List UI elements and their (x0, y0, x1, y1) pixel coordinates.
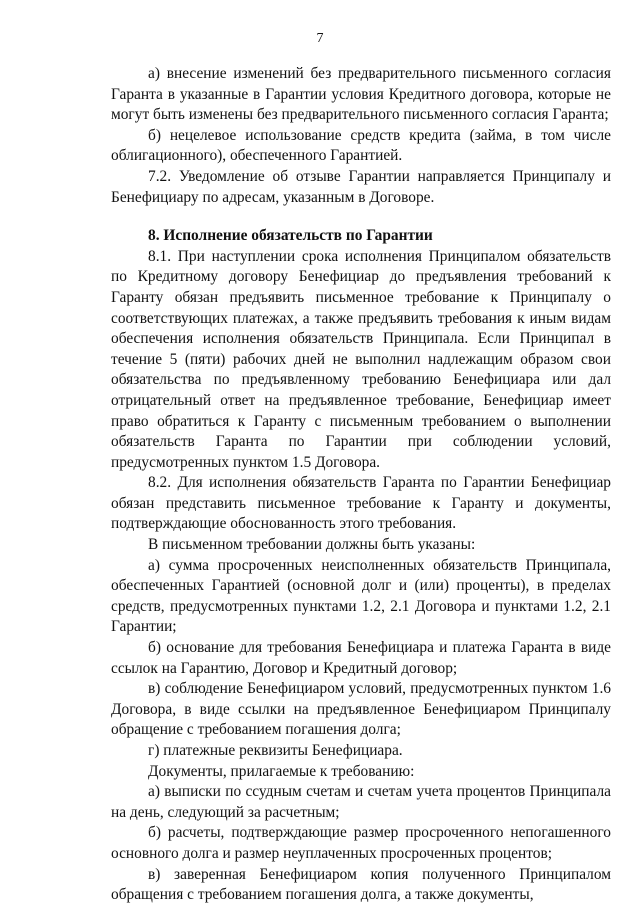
paragraph: б) расчеты, подтверждающие размер просроченного непогашенного основного долга и размер неуплаченных просроченных процентов; (111, 824, 611, 862)
paragraph: а) внесение изменений без предварительного письменного согласия Гаранта в указанные в Гарантии условия Кредитного договора, которые не могут быть изменены без предварительного письменного согласия Гаранта; (111, 65, 611, 124)
paragraph: 8.2. Для исполнения обязательств Гаранта по Гарантии Бенефициар обязан представить письменное требование к Гаранту и документы, подтверждающие обоснованность этого требования. (111, 474, 611, 533)
page-number: 7 (316, 31, 324, 46)
paragraph: г) платежные реквизиты Бенефициара. (148, 742, 403, 759)
paragraph: в) соблюдение Бенефициаром условий, предусмотренных пунктом 1.6 Договора, в виде ссылки на предъявленное Бенефициаром Принципалу обращение с требованием погашения долга; (111, 680, 611, 739)
paragraph: а) выписки по ссудным счетам и счетам учета процентов Принципала на день, следующий за расчетным; (111, 783, 611, 821)
paragraph: 7.2. Уведомление об отзыве Гарантии направляется Принципалу и Бенефициару по адресам, указанным в Договоре. (111, 167, 611, 206)
paragraph: в) заверенная Бенефициаром копия полученного Принципалом обращения с требованием погашения долга, а также документы, (111, 865, 611, 904)
paragraph: б) нецелевое использование средств кредита (займа, в том числе облигационного), обеспеченного Гарантией. (111, 126, 611, 165)
paragraph: б) основание для требования Бенефициара и платежа Гаранта в виде ссылок на Гарантию, Договор и Кредитный договор; (111, 639, 611, 677)
paragraph: 8.1. При наступлении срока исполнения Принципалом обязательств по Кредитному договору Бенефициар до предъявления требований к Гаранту обязан предъявить письменное требование к Принципалу о соответствующих платежах, а также предъявить требования к иным видам обеспечения исполнения обязательств Принципала. Если Принципал в течение 5 (пяти) рабочих дней не выполнил надлежащим образом свои обязательства по предъявленному требованию Бенефициара или дал отрицательный ответ на предъявленное требование, Бенефициар имеет право обратиться к Гаранту с письменным требованием о выполнении обязательств Гаранта по Гарантии при соблюдении условий, предусмотренных пунктом 1.5 Договора. (111, 247, 611, 471)
paragraph: В письменном требовании должны быть указаны: (148, 536, 476, 554)
section-heading: 8. Исполнение обязательств по Гарантии (148, 227, 433, 245)
document-body (111, 64, 611, 906)
paragraph: а) сумма просроченных неисполненных обязательств Принципала, обеспеченных Гарантией (основной долг и (или) проценты), в пределах средств, предусмотренных пунктами 1.2, 2.1 Договора и пунктами 1.2, 2.1 Гарантии; (111, 556, 611, 636)
paragraph: Документы, прилагаемые к требованию: (148, 762, 415, 780)
